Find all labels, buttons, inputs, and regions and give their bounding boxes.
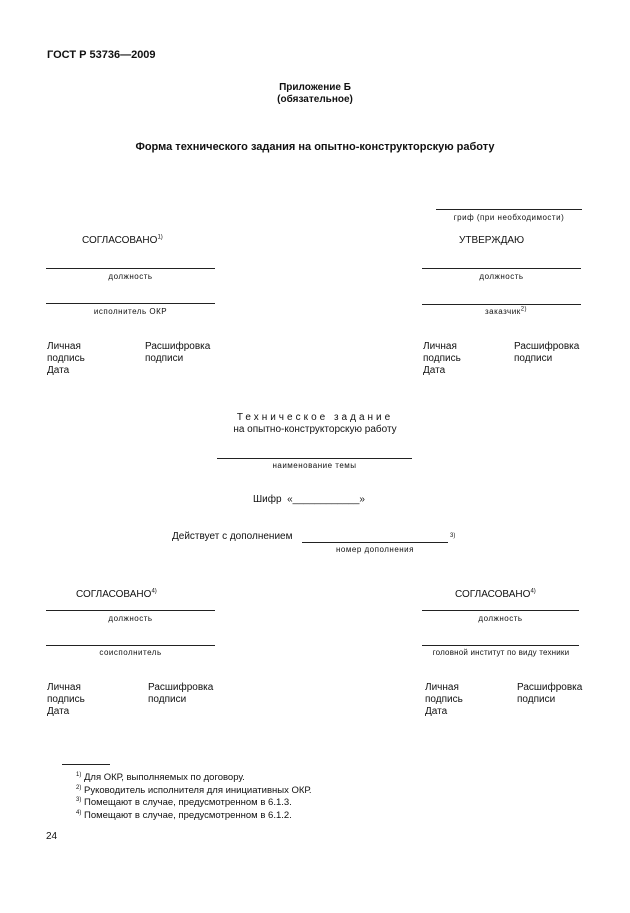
position-line-bottom-left[interactable] xyxy=(46,610,215,611)
signature-block-top-left: Личная подпись Дата xyxy=(47,341,85,376)
institute-caption: головной институт по виду техники xyxy=(432,648,570,657)
approve-heading: УТВЕРЖДАЮ xyxy=(459,235,525,246)
grif-caption: гриф (при необходимости) xyxy=(453,213,565,222)
institute-line[interactable] xyxy=(422,645,579,646)
decoding-block-bottom-right: Расшифровка подписи xyxy=(517,682,583,705)
customer-line[interactable] xyxy=(422,304,581,305)
addendum-line[interactable] xyxy=(302,542,448,543)
tz-title: Техническое задание xyxy=(236,412,394,423)
footnote-4: $^{4)}$ Помещают в случае, предусмотренном в 6.1.2. xyxy=(76,809,292,821)
position-line-bottom-right[interactable] xyxy=(422,610,579,611)
position-caption-bottom-right: должность xyxy=(478,614,523,623)
footnote-1: $^{1)}$ Для ОКР, выполняемых по договору. xyxy=(76,771,245,783)
position-line-top-left[interactable] xyxy=(46,268,215,269)
position-caption-bottom-left: должность xyxy=(108,614,153,623)
coexecutor-line[interactable] xyxy=(46,645,215,646)
position-caption-top-right: должность xyxy=(479,272,524,281)
footnote-2: $^{2)}$ Руководитель исполнителя для инициативных ОКР. xyxy=(76,784,312,796)
signature-block-bottom-left: Личная подпись Дата xyxy=(47,682,85,717)
position-line-top-right[interactable] xyxy=(422,268,581,269)
topic-line[interactable] xyxy=(217,458,412,459)
grif-line[interactable] xyxy=(436,209,582,210)
addendum-note: 3) xyxy=(450,533,456,539)
agreed-heading-bottom-right: СОГЛАСОВАНО$^{4)}$ xyxy=(455,588,536,600)
signature-block-bottom-right: Личная подпись Дата xyxy=(425,682,463,717)
footnotes xyxy=(76,772,312,822)
agreed-heading-top-left: СОГЛАСОВАНО$^{1)}$ xyxy=(82,234,163,246)
decoding-block-top-right: Расшифровка подписи xyxy=(514,341,580,364)
appendix-title: Приложение Б xyxy=(279,82,351,93)
decoding-block-top-left: Расшифровка подписи xyxy=(145,341,211,364)
position-caption-top-left: должность xyxy=(108,272,153,281)
footnote-3: $^{3)}$ Помещают в случае, предусмотренном в 6.1.3. xyxy=(76,796,292,808)
addendum-label: Действует с дополнением xyxy=(172,531,293,542)
customer-caption: заказчик$^{2)}$ xyxy=(485,306,528,316)
appendix-subtitle: (обязательное) xyxy=(277,94,353,105)
footnote-separator xyxy=(62,764,110,765)
performer-caption: исполнитель ОКР xyxy=(93,307,168,316)
document-code: ГОСТ Р 53736—2009 xyxy=(47,49,156,61)
decoding-block-bottom-left: Расшифровка подписи xyxy=(148,682,214,705)
agreed-heading-bottom-left: СОГЛАСОВАНО$^{4)}$ xyxy=(76,588,157,600)
form-title: Форма технического задания на опытно-конструкторскую работу xyxy=(135,141,495,153)
coexecutor-caption: соисполнитель xyxy=(99,648,162,657)
tz-subtitle: на опытно-конструкторскую работу xyxy=(233,424,397,435)
topic-caption: наименование темы xyxy=(272,461,357,470)
performer-line[interactable] xyxy=(46,303,215,304)
signature-block-top-right: Личная подпись Дата xyxy=(423,341,461,376)
addendum-caption: номер дополнения xyxy=(336,545,414,554)
cipher-field[interactable]: Шифр «____________» xyxy=(253,494,365,505)
page-number: 24 xyxy=(46,831,58,842)
